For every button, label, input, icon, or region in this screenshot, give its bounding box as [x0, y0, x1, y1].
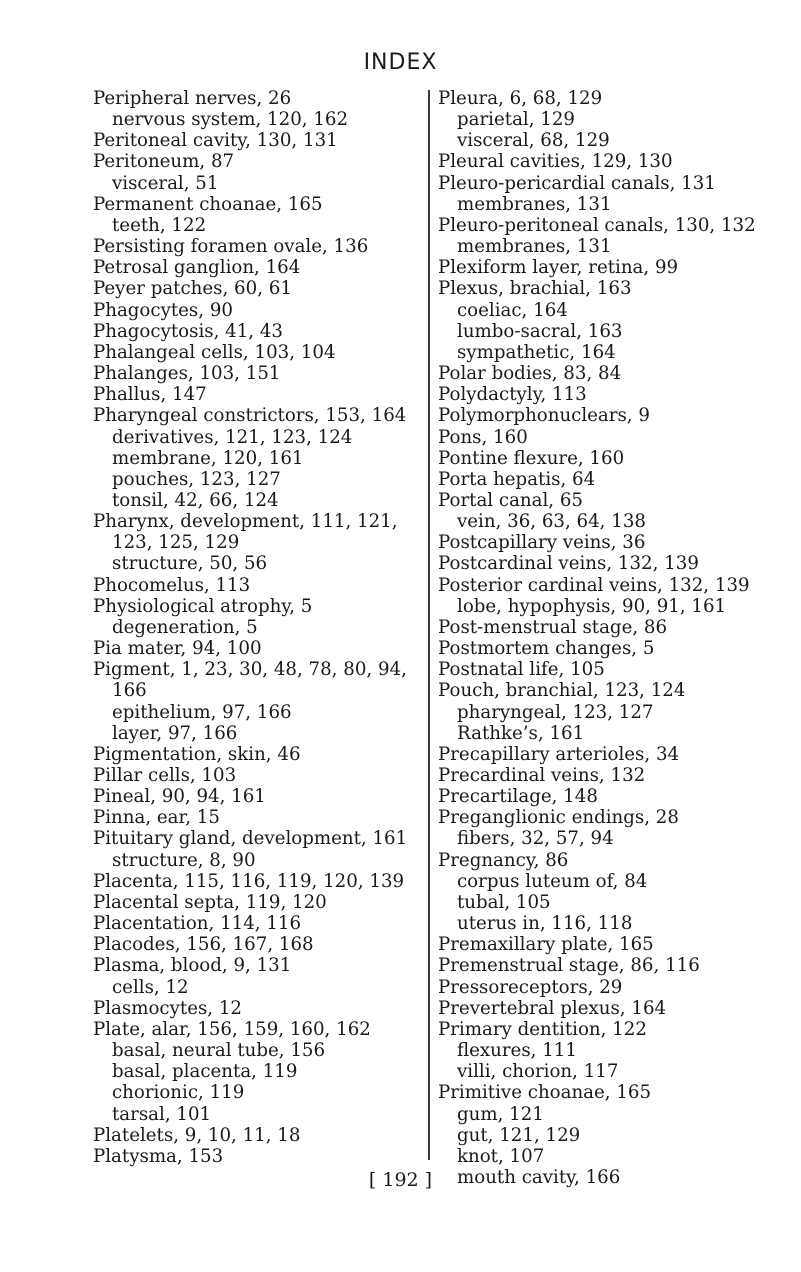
index-entry: Postnatal life, 105: [438, 659, 605, 681]
index-entry: Platelets, 9, 10, 11, 18: [93, 1124, 301, 1146]
index-entry: Phalanges, 103, 151: [93, 363, 281, 385]
index-entry: Pleuro-pericardial canals, 131: [438, 172, 716, 194]
index-subentry: structure, 8, 90: [112, 849, 256, 871]
index-entry: Permanent choanae, 165: [93, 193, 323, 215]
index-entry: Pigmentation, skin, 46: [93, 743, 301, 765]
index-subentry: fibers, 32, 57, 94: [457, 828, 614, 850]
index-entry: Persisting foramen ovale, 136: [93, 236, 369, 258]
index-subentry: gut, 121, 129: [457, 1124, 581, 1146]
index-subentry: pouches, 123, 127: [112, 468, 281, 490]
index-entry: Primitive choanae, 165: [438, 1082, 652, 1104]
index-entry: Plexiform layer, retina, 99: [438, 257, 679, 279]
index-entry: Pharyngeal constrictors, 153, 164: [93, 405, 407, 427]
page-title: INDEX: [363, 50, 438, 75]
index-column-right: [438, 88, 798, 1188]
index-subentry: tonsil, 42, 66, 124: [112, 489, 279, 511]
index-subentry: tarsal, 101: [112, 1103, 212, 1125]
index-entry: Phallus, 147: [93, 384, 207, 406]
index-entry: Phocomelus, 113: [93, 574, 251, 596]
index-subentry: tubal, 105: [457, 891, 551, 913]
index-entry: Platysma, 153: [93, 1145, 224, 1167]
index-entry: Phagocytes, 90: [93, 299, 233, 321]
index-entry: Postcapillary veins, 36: [438, 532, 646, 554]
index-entry: Pontine flexure, 160: [438, 447, 625, 469]
index-entry: Pleura, 6, 68, 129: [438, 88, 603, 109]
index-entry: Postcardinal veins, 132, 139: [438, 553, 699, 575]
index-entry: Placental septa, 119, 120: [93, 891, 327, 913]
index-entry: Precapillary arterioles, 34: [438, 743, 680, 765]
index-entry: Peritoneal cavity, 130, 131: [93, 130, 338, 152]
index-entry: Placenta, 115, 116, 119, 120, 139: [93, 870, 405, 892]
index-entry: Physiological atrophy, 5: [93, 595, 313, 617]
index-subentry: basal, placenta, 119: [112, 1061, 298, 1083]
index-subentry: sympathetic, 164: [457, 341, 616, 363]
index-entry: Prevertebral plexus, 164: [438, 997, 667, 1019]
index-subentry: membrane, 120, 161: [112, 447, 304, 469]
index-entry: Postmortem changes, 5: [438, 638, 655, 660]
index-entry: Pillar cells, 103: [93, 765, 237, 786]
index-entry: Pineal, 90, 94, 161: [93, 786, 266, 808]
page-number: [ 192 ]: [368, 1169, 433, 1191]
index-subentry: Rathke’s, 161: [457, 722, 585, 744]
index-column-left: [93, 88, 428, 1167]
index-entry: Porta hepatis, 64: [438, 468, 596, 490]
index-entry: Pituitary gland, development, 161: [93, 828, 408, 850]
index-subentry: chorionic, 119: [112, 1082, 245, 1104]
index-subentry: visceral, 68, 129: [457, 130, 610, 152]
index-entry: Plasma, blood, 9, 131: [93, 955, 292, 977]
index-entry: Pleuro-peritoneal canals, 130, 132: [438, 214, 756, 236]
index-entry: Preganglionic endings, 28: [438, 807, 679, 829]
index-entry: Polydactyly, 113: [438, 384, 587, 406]
index-entry: Pressoreceptors, 29: [438, 976, 623, 998]
index-entry: Placentation, 114, 116: [93, 913, 302, 935]
index-subentry: membranes, 131: [457, 193, 612, 215]
index-entry: Premenstrual stage, 86, 116: [438, 955, 700, 977]
index-subentry: membranes, 131: [457, 236, 612, 258]
index-subentry: uterus in, 116, 118: [457, 913, 633, 935]
index-entry: Pregnancy, 86: [438, 849, 569, 871]
index-subentry: villi, chorion, 117: [457, 1061, 619, 1083]
index-entry: Precardinal veins, 132: [438, 765, 646, 786]
index-entry: Polar bodies, 83, 84: [438, 363, 622, 385]
index-subentry: derivatives, 121, 123, 124: [112, 426, 353, 448]
index-entry: Premaxillary plate, 165: [438, 934, 654, 956]
index-entry: Pleural cavities, 129, 130: [438, 151, 673, 173]
index-subentry: structure, 50, 56: [112, 553, 268, 575]
index-entry: Peripheral nerves, 26: [93, 88, 292, 109]
index-entry: Phalangeal cells, 103, 104: [93, 341, 336, 363]
index-subentry: parietal, 129: [457, 109, 576, 131]
index-entry: Pharynx, development, 111, 121, 123, 125, 129: [93, 511, 398, 554]
index-entry: Polymorphonuclears, 9: [438, 405, 650, 427]
index-entry: Primary dentition, 122: [438, 1018, 647, 1040]
index-subentry: visceral, 51: [112, 172, 219, 194]
index-entry: Plasmocytes, 12: [93, 997, 242, 1019]
index-subentry: mouth cavity, 166: [457, 1166, 621, 1188]
index-subentry: knot, 107: [457, 1145, 545, 1167]
index-entry: Peyer patches, 60, 61: [93, 278, 292, 300]
index-entry: Pouch, branchial, 123, 124: [438, 680, 686, 702]
index-entry: Pinna, ear, 15: [93, 807, 220, 829]
index-subentry: pharyngeal, 123, 127: [457, 701, 654, 723]
index-entry: Phagocytosis, 41, 43: [93, 320, 284, 342]
index-subentry: degeneration, 5: [112, 616, 258, 638]
index-entry: Posterior cardinal veins, 132, 139: [438, 574, 750, 596]
index-subentry: lumbo-sacral, 163: [457, 320, 623, 342]
index-subentry: cells, 12: [112, 976, 189, 998]
column-divider: [428, 90, 430, 1160]
index-subentry: basal, neural tube, 156: [112, 1040, 326, 1062]
index-entry: Post-menstrual stage, 86: [438, 616, 668, 638]
index-entry: Petrosal ganglion, 164: [93, 257, 301, 279]
index-entry: Pia mater, 94, 100: [93, 638, 262, 660]
index-entry: Placodes, 156, 167, 168: [93, 934, 314, 956]
index-subentry: nervous system, 120, 162: [112, 109, 349, 131]
index-subentry: epithelium, 97, 166: [112, 701, 292, 723]
index-subentry: layer, 97, 166: [112, 722, 238, 744]
index-entry: Plexus, brachial, 163: [438, 278, 632, 300]
index-subentry: flexures, 111: [457, 1040, 577, 1062]
index-subentry: corpus luteum of, 84: [457, 870, 648, 892]
index-subentry: vein, 36, 63, 64, 138: [457, 511, 646, 533]
index-entry: Plate, alar, 156, 159, 160, 162: [93, 1018, 371, 1040]
index-entry: Portal canal, 65: [438, 489, 584, 511]
index-subentry: teeth, 122: [112, 214, 207, 236]
index-entry: Pons, 160: [438, 426, 528, 448]
index-entry: Peritoneum, 87: [93, 151, 235, 173]
index-subentry: gum, 121: [457, 1103, 544, 1125]
index-subentry: lobe, hypophysis, 90, 91, 161: [457, 595, 727, 617]
index-subentry: coeliac, 164: [457, 299, 568, 321]
index-entry: Pigment, 1, 23, 30, 48, 78, 80, 94, 166: [93, 659, 407, 702]
index-entry: Precartilage, 148: [438, 786, 598, 808]
